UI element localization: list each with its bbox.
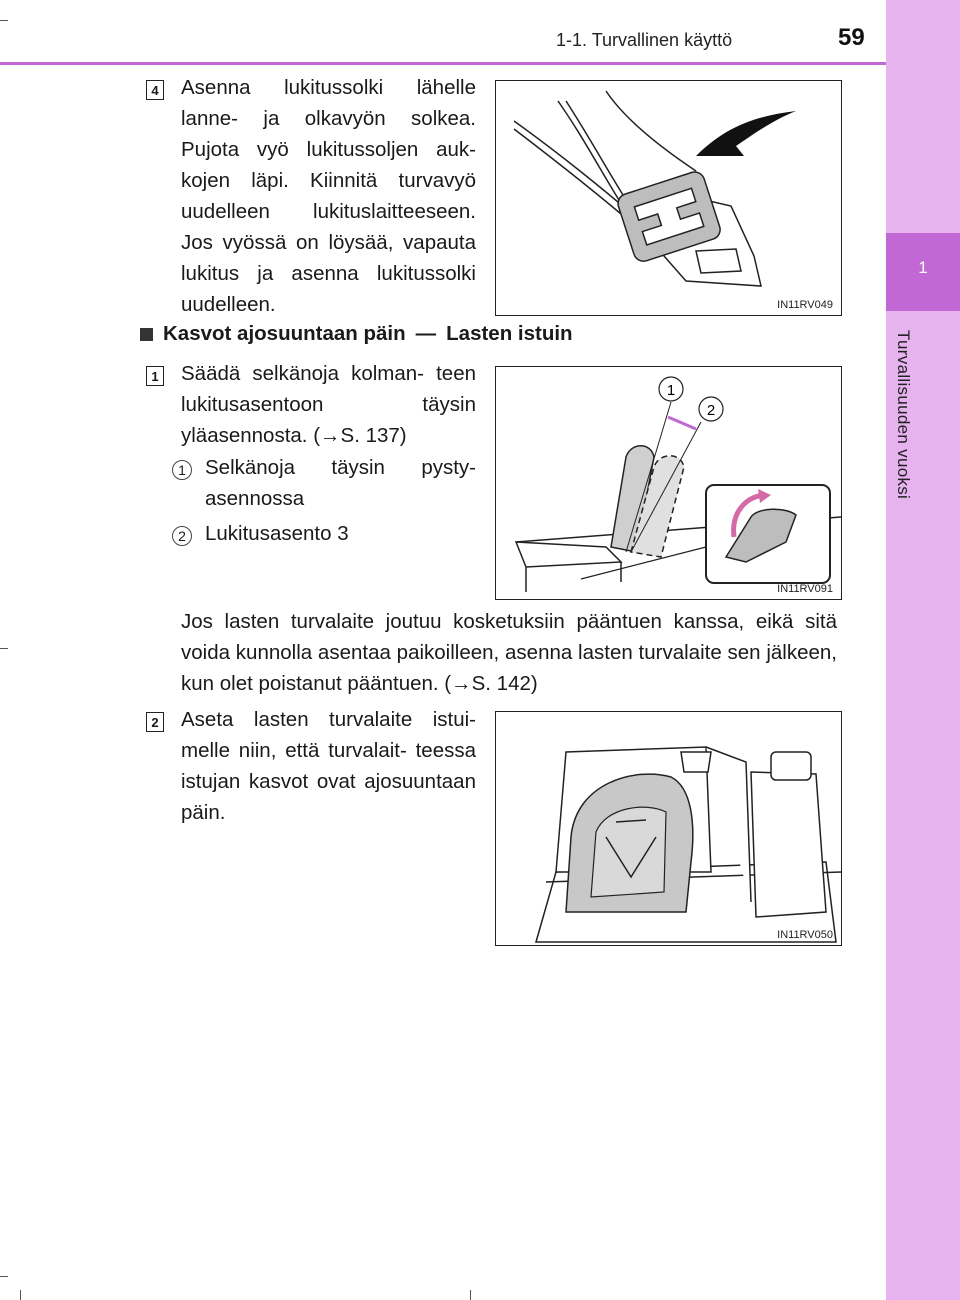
heading-right: Lasten istuin <box>446 322 573 345</box>
locking-clip-illustration <box>496 81 842 316</box>
item-2-text: Lukitusasento 3 <box>205 522 349 545</box>
bullet-square-icon <box>140 328 153 341</box>
page-number: 59 <box>838 24 865 51</box>
crop-mark <box>0 648 8 649</box>
child-seat-illustration <box>496 712 842 946</box>
figure-child-seat-forward <box>495 711 842 946</box>
item-number-1: 1 <box>172 460 192 480</box>
crop-mark <box>20 1290 21 1300</box>
chapter-side-tab <box>886 0 960 1300</box>
crop-mark <box>0 1276 8 1277</box>
figure-code: IN11RV050 <box>777 929 833 941</box>
figure-code: IN11RV049 <box>777 299 833 311</box>
step-1-text: Säädä selkänoja kolman- teen lukitusasentoon täysin yläasennosta. (→S. 137) <box>181 362 476 447</box>
figure-locking-clip <box>495 80 842 316</box>
step-2-text: Aseta lasten turvalaite istui- melle niin, että turvalait- teessa istujan kasvot ovat ajosuuntaan päin. <box>181 708 476 824</box>
crop-mark <box>0 20 8 21</box>
callout-2: 2 <box>706 402 716 419</box>
crop-mark <box>470 1290 471 1300</box>
header-rule <box>0 62 886 65</box>
item-number-2: 2 <box>172 526 192 546</box>
figure-code: IN11RV091 <box>777 583 833 595</box>
section-title: 1-1. Turvallinen käyttö <box>556 30 733 50</box>
heading-left: Kasvot ajosuuntaan päin <box>163 322 406 345</box>
seatback-illustration <box>496 367 842 600</box>
step-4-text: Asenna lukitussolki lähelle lanne- ja olkavyön solkea. Pujota vyö lukitussoljen auk- kojen läpi. Kiinnitä turvavyö uudelleen lukituslaitteeseen. Jos vyössä on löysää, vapauta lukitus ja asenna lukitussolki uudelleen. <box>181 76 476 316</box>
item-1-text: Selkänoja täysin pysty- asennossa <box>205 456 476 510</box>
chapter-number: 1 <box>918 258 928 277</box>
section-heading <box>140 322 573 346</box>
heading-dash: — <box>415 322 437 345</box>
step-badge-2: 2 <box>146 712 164 732</box>
step-1-note: Jos lasten turvalaite joutuu kosketuksiin pääntuen kanssa, eikä sitä voida kunnolla asentaa paikoilleen, asenna lasten turvalaite sen jälkeen, kun olet poistanut pääntuen. (→S. 142) <box>181 610 837 695</box>
callout-1: 1 <box>666 382 676 399</box>
step-badge-1: 1 <box>146 366 164 386</box>
figure-seatback-position <box>495 366 842 600</box>
step-badge-4: 4 <box>146 80 164 100</box>
chapter-title: Turvallisuuden vuoksi <box>894 330 913 500</box>
